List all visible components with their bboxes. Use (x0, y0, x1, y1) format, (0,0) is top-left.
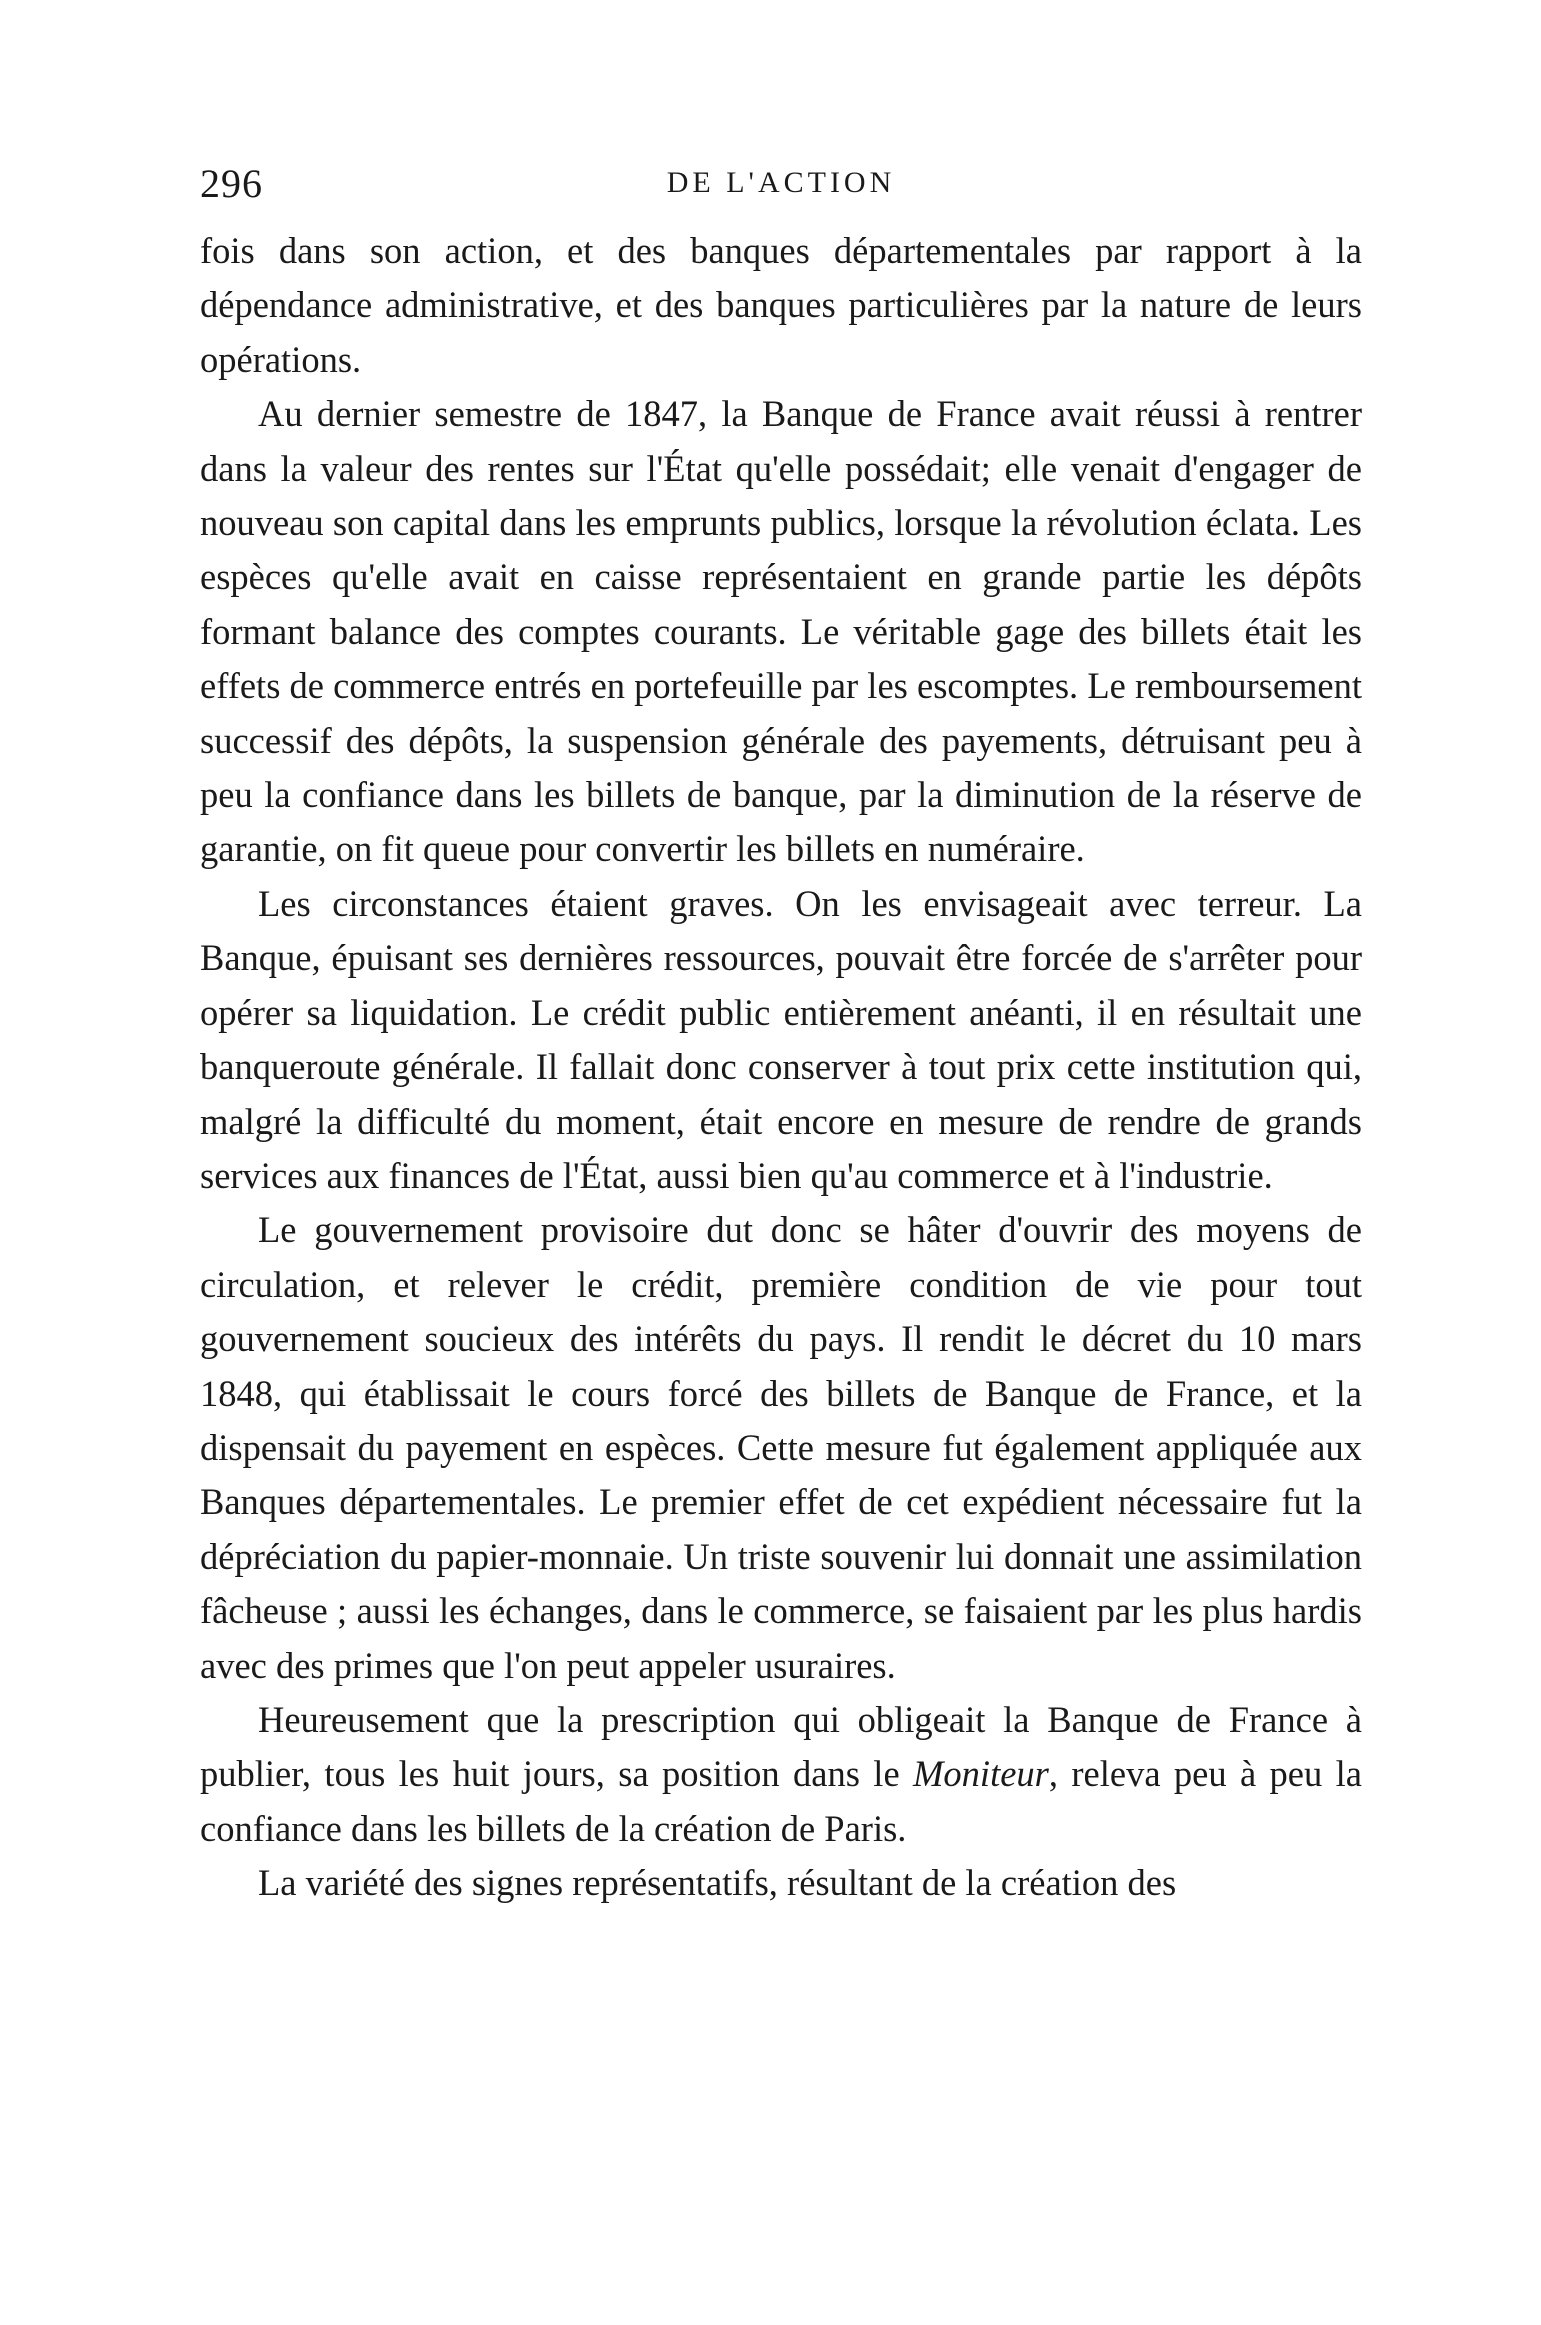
paragraph-1847-semester: Au dernier semestre de 1847, la Banque de France avait réussi à rentrer dans la valeur des rentes sur l'État qu'elle possédait; elle venait d'engager de nouveau son capital dans les emprunts publics, lorsque la révolution éclata. Les espèces qu'elle avait en caisse représentaient en grande partie les dépôts formant balance des comptes courants. Le véritable gage des billets était les effets de commerce entrés en portefeuille par les escomptes. Le remboursement successif des dépôts, la suspension générale des payements, détruisant peu à peu la confiance dans les billets de banque, par la diminution de la réserve de garantie, on fit queue pour convertir les billets en numéraire. (200, 393, 1362, 870)
paragraph-moniteur-before: Heureusement que la prescription qui obligeait la Banque de France à publier, tous les huit jours, sa position dans le (200, 1698, 1362, 1795)
paragraph-moniteur-after: , releva peu à peu la confiance dans les billets de la création de Paris. (200, 1753, 1362, 1849)
paragraph-circumstances: Les circonstances étaient graves. On les envisageait avec terreur. La Banque, épuisant ses dernières ressources, pouvait être forcée de s'arrêter pour opérer sa liquidation. Le crédit public entièrement anéanti, il en résultait une banqueroute générale. Il fallait donc conserver à tout prix cette institution qui, malgré la difficulté du moment, était encore en mesure de rendre de grands services aux finances de l'État, aussi bien qu'au commerce et à l'industrie. (200, 882, 1362, 1196)
header-title: DE L'ACTION (666, 166, 896, 199)
page-number: 296 (200, 161, 263, 206)
paragraph-provisional-government: Le gouvernement provisoire dut donc se hâter d'ouvrir des moyens de circulation, et relever le crédit, première condition de vie pour tout gouvernement soucieux des intérêts du pays. Il rendit le décret du 10 mars 1848, qui établissait le cours forcé des billets de Banque de France, et la dispensait du payement en espèces. Cette mesure fut également appliquée aux Banques départementales. Le premier effet de cet expédient nécessaire fut la dépréciation du papier-monnaie. Un triste souvenir lui donnait une assimilation fâcheuse ; aussi les échanges, dans le commerce, se faisaient par les plus hardis avec des primes que l'on peut appeler usuraires. (200, 1209, 1362, 1686)
moniteur-title: Moniteur (913, 1753, 1049, 1795)
paragraph-moniteur (200, 1693, 1362, 1856)
body-text (200, 224, 1362, 1911)
running-head (200, 160, 1362, 210)
paragraph-signes-representatifs: La variété des signes représentatifs, résultant de la création des (258, 1862, 1177, 1904)
paragraph-continuation: fois dans son action, et des banques départementales par rapport à la dépendance administrative, et des banques particulières par la nature de leurs opérations. (200, 230, 1362, 380)
